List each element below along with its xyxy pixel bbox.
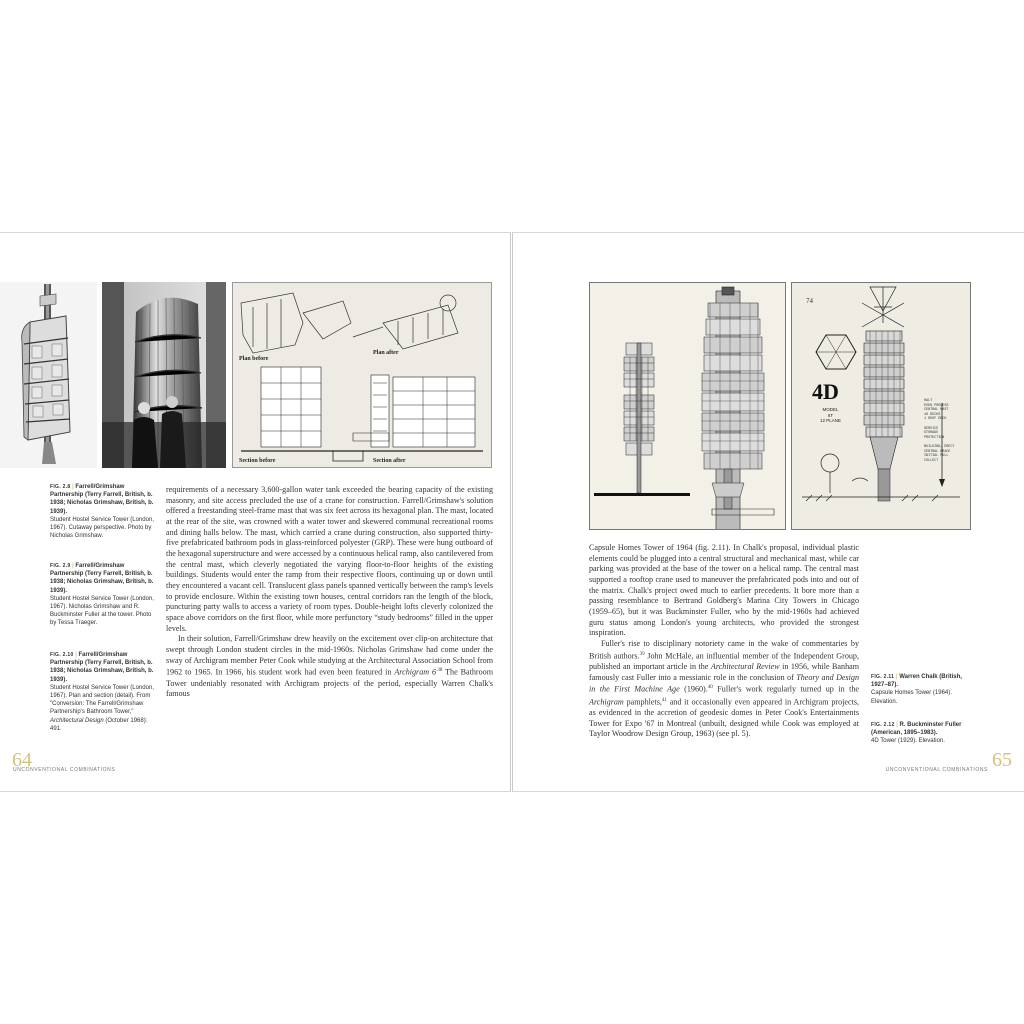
- book-title: Theory and Design in the First Machine Age: [589, 672, 859, 694]
- figure-2-10-plans: [232, 282, 492, 468]
- page-mark-74: 74: [806, 297, 813, 305]
- caption-number: FIG. 2.8: [50, 484, 71, 490]
- caption-description: 4D Tower (1929). Elevation.: [871, 738, 945, 745]
- model-sub-label: MODEL 6T 12 PLANE: [820, 407, 842, 423]
- caption-fig-2-9: FIG. 2.9 | Farrell/Grimshaw Partnership (Terry Farrell, British, b. 1938; Nicholas Grimshaw, British, b. 1939). Student Hostel Service Tower (London, 1967). Nicholas Grimshaw and R. Buckminster Fuller at the tower. Photo by Tessa Traeger.: [50, 563, 154, 627]
- section-after-label: Section after: [373, 458, 406, 464]
- caption-title: Farrell/Grimshaw Partnership (Terry Farrell, British, b. 1938; Nicholas Grimshaw, British, b. 1939).: [50, 484, 154, 515]
- caption-number: FIG. 2.12: [871, 722, 895, 728]
- paragraph-text: (1960).: [679, 684, 708, 694]
- capsule-tower-drawing: [590, 283, 785, 529]
- caption-fig-2-12: FIG. 2.12 | R. Buckminster Fuller (American, 1895–1983). 4D Tower (1929). Elevation.: [871, 722, 962, 745]
- journal-title: Archigram: [589, 697, 624, 707]
- caption-fig-2-10: FIG. 2.10 | Farrell/Grimshaw Partnership (Terry Farrell, British, b. 1938; Nicholas Grimshaw, British, b. 1939). Student Hostel Service Tower (London, 1967). Plan and section (detail). From "Conversion: The Farrell/Grimshaw Partnership's Bathroom Tower," Architectural Design (October 1968): 491.: [50, 652, 154, 732]
- paragraph-text: Fuller's work regularly turned up in the: [712, 684, 859, 694]
- page-number: 64: [12, 749, 32, 771]
- section-before-label: Section before: [239, 458, 276, 464]
- caption-title: Farrell/Grimshaw Partnership (Terry Farrell, British, b. 1938; Nicholas Grimshaw, British, b. 1939).: [50, 563, 154, 594]
- tower-photo: [102, 282, 226, 468]
- caption-number: FIG. 2.11: [871, 674, 895, 680]
- running-head: UNCONVENTIONAL COMBINATIONS: [885, 767, 988, 773]
- right-page: [512, 232, 1024, 792]
- caption-description: Student Hostel Service Tower (London, 1967). Cutaway perspective. Photo by Nicholas Grimshaw.: [50, 516, 154, 540]
- model-4d-label: 4D: [812, 379, 839, 404]
- caption-title: R. Buckminster Fuller (American, 1895–1983).: [871, 722, 962, 737]
- figure-2-12-4d-tower: [791, 282, 971, 530]
- figure-2-11-capsule-tower: [589, 282, 786, 530]
- paragraph: [166, 634, 493, 700]
- journal-title: Architectural Review: [710, 661, 780, 671]
- caption-number: FIG. 2.9: [50, 563, 71, 569]
- page-number: 65: [992, 749, 1012, 771]
- footnote-ref: 39: [639, 651, 645, 657]
- plan-before-label: Plan before: [239, 356, 269, 362]
- caption-title: Farrell/Grimshaw Partnership (Terry Farrell, British, b. 1938; Nicholas Grimshaw, British, b. 1939).: [50, 652, 154, 683]
- paragraph: [589, 639, 859, 740]
- running-head: UNCONVENTIONAL COMBINATIONS: [13, 767, 116, 773]
- cutaway-drawing: [0, 282, 97, 468]
- paragraph: Capsule Homes Tower of 1964 (fig. 2.11). In Chalk's proposal, individual plastic elements could be plugged into a central structural and mechanical mast, while car parking was provided at the base of the tower on a helical ramp. The central mast supported a rooftop crane used to maneuver the prefabricated pods into and out of the matrix. Chalk's project owed much to earlier precedents. It bore more than a passing resemblance to Bertrand Goldberg's Marina City Towers in Chicago (1959–65), but it was Buckminster Fuller, who by the mid-1960s had achieved guru status among London's young architects, who provided the strongest inspiration.: [589, 543, 859, 638]
- journal-title: Archigram 6: [394, 667, 437, 677]
- paragraph-text: Fuller's rise to disciplinary notoriety came in the wake of commentaries by British authors.: [589, 638, 859, 661]
- paragraph: requirements of a necessary 3,600-gallon water tank exceeded the bearing capacity of the existing masonry, and site access precluded the use of a crane for construction. Farrell/Grimshaw's solution offered a freestanding steel-frame mast that was six feet across its hexagonal plan. The mast, located at the rear of the site, was crowned with a water tower and skewered communal recreational rooms and dining halls below. The mast, which carried a crane during construction, also supported thirty-five prefabricated bathroom pods in glass-reinforced polyester (GRP). These were hung outboard of the hexagonal superstructure and were accessed by a continuous helical ramp, also cantilevered from the central mast, which cleverly negotiated the varying floor-to-floor heights of the existing buildings. Students would enter the ramp from their respective floors, continuing up or down until they encountered a vacant cell. Translucent glass panels spanned vertically between the ramp's levels to provide enclosure. Within the existing town houses, central corridors ran the length of the block, puncturing party walls to access a variety of room types. Double-height lofts cleverly colonized the space above corridors on the first floor, while more perfunctory “study bedrooms” filled in the upper levels.: [166, 485, 493, 633]
- caption-title: Warren Chalk (British, 1927–87).: [871, 674, 962, 689]
- handwritten-annotations: HALT EVEN PROCESS CENTRAL MAST 10 DECKS 1 ROOF DECK SERVICE STORAGE PROTECTION BUILDING, ERECT CENTRAL BRACE INITIAL PULL COLLECT: [924, 399, 955, 463]
- paragraph-text: In their solution, Farrell/Grimshaw drew heavily on the excitement over clip-on architecture that swept through London student circles in the mid-1960s. Nicholas Grimshaw had come under the sway of Archigram member Peter Cook while studying at the Architectural Association School from 1962 to 1965. In 1966, his student work had even been featured in: [166, 634, 493, 677]
- paragraph-text: John McHale, an influential member of the Independent Group, published an important article in the: [589, 651, 859, 671]
- caption-fig-2-11: FIG. 2.11 | Warren Chalk (British, 1927–87). Capsule Homes Tower (1964). Elevation.: [871, 674, 962, 705]
- footnote-ref: .38: [436, 668, 443, 674]
- caption-number: FIG. 2.10: [50, 652, 74, 658]
- footnote-ref: 41: [661, 697, 667, 703]
- caption-description-end: (October 1968): 491.: [50, 717, 148, 732]
- footnote-ref: 40: [707, 685, 713, 691]
- plan-section-drawing: [233, 283, 491, 467]
- paragraph-text: in 1956, while Banham famously cast Fuller into a messianic role in the conclusion of: [589, 661, 859, 682]
- left-page: [0, 232, 511, 792]
- paragraph-text: pamphlets,: [623, 697, 662, 707]
- body-text-left: [166, 485, 493, 700]
- caption-journal-title: Architectural Design: [50, 717, 104, 724]
- paragraph-text: and it occasionally even appeared in Archigram projects, as evidenced in the accretion of geodesic domes in Peter Cook's Entertainments Tower for Expo '67 in Montreal (unbuilt, designed while Cook was employed at Taylor Woodrow Design Group, 1963) (see pl. 5).: [589, 697, 859, 739]
- figure-2-8-cutaway: [0, 282, 97, 468]
- caption-description: Student Hostel Service Tower (London, 1967). Plan and section (detail). From "Conversion: The Farrell/Grimshaw Partnership's Bathroom Tower,": [50, 684, 154, 716]
- paragraph-text: The Bathroom Tower undeniably resonated with Archigram projects of the period, especially Warren Chalk's famous: [166, 667, 494, 699]
- caption-description: Student Hostel Service Tower (London, 1967). Nicholas Grimshaw and R. Buckminster Fuller at the tower. Photo by Tessa Traeger.: [50, 595, 154, 627]
- body-text-right: [589, 543, 859, 740]
- caption-description: Capsule Homes Tower (1964). Elevation.: [871, 690, 952, 705]
- caption-fig-2-8: FIG. 2.8 | Farrell/Grimshaw Partnership (Terry Farrell, British, b. 1938; Nicholas Grimshaw, British, b. 1939). Student Hostel Service Tower (London, 1967). Cutaway perspective. Photo by Nicholas Grimshaw.: [50, 484, 154, 540]
- figure-2-9-photo: [102, 282, 226, 468]
- plan-after-label: Plan after: [373, 350, 399, 356]
